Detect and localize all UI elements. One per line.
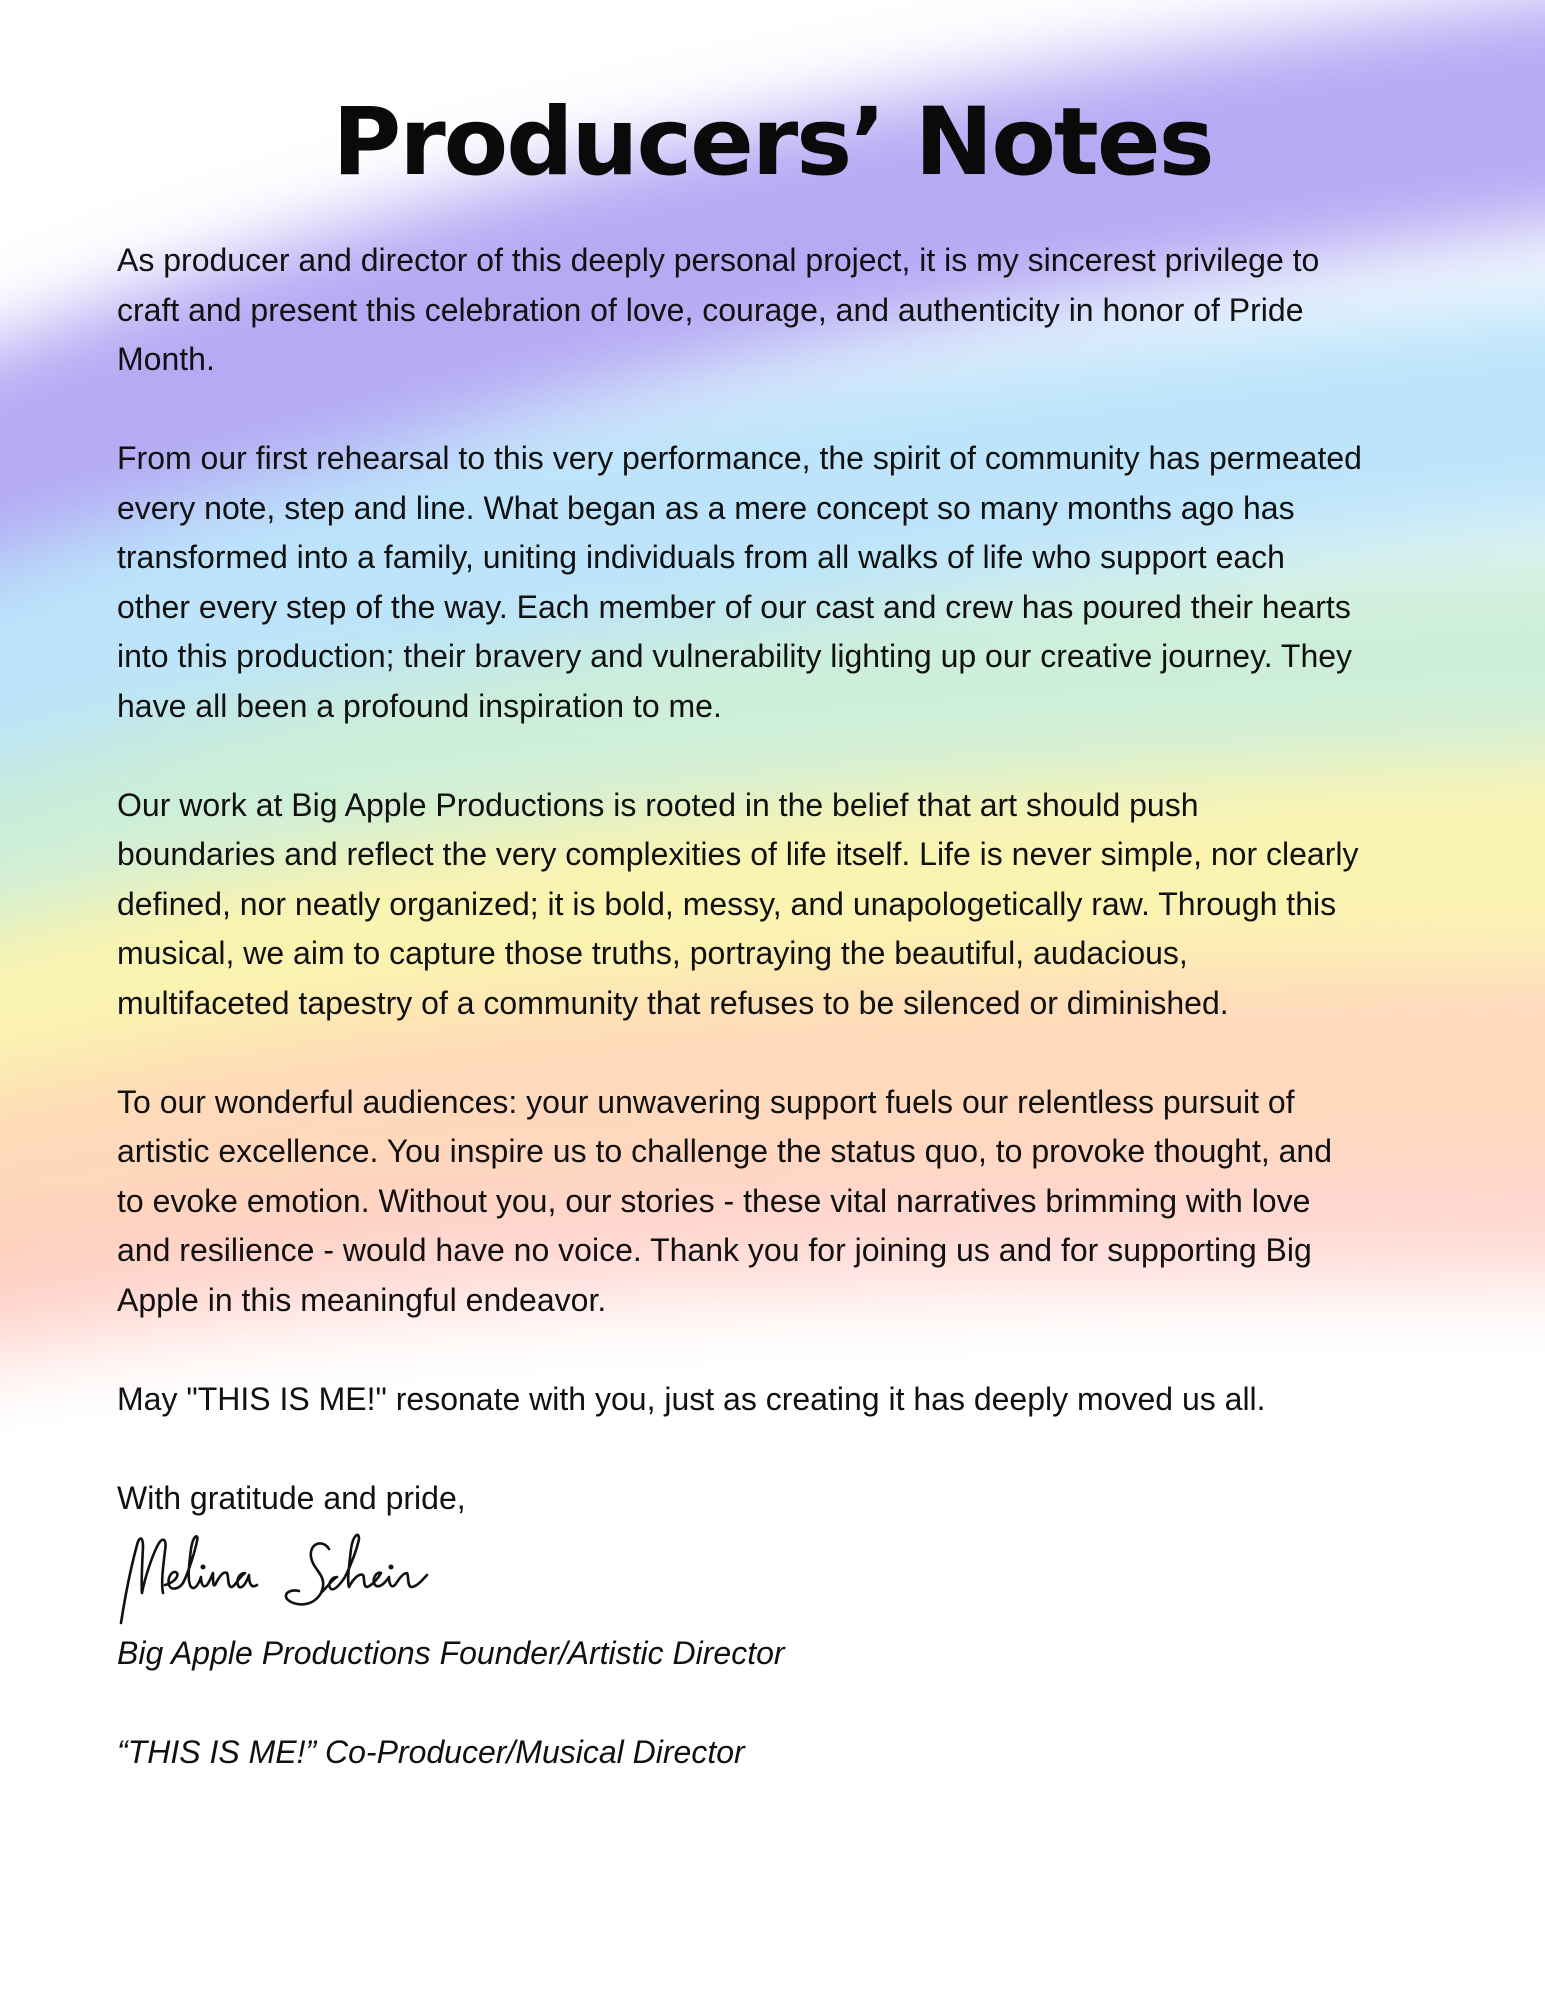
paragraph-community: From our first rehearsal to this very performance, the spirit of community has permeated every note, step and line. What began as a mere concept so many months ago has transformed into a family, uniting individuals from all walks of life who support each other every step of the way. Each member of our cast and crew has poured their hearts into this production; their bravery and vulnerability lighting up our creative journey. They have all been a profound inspiration to me.: [117, 440, 1362, 724]
paragraph-audiences: To our wonderful audiences: your unwavering support fuels our relentless pursuit of artistic excellence. You inspire us to challenge the status quo, to provoke thought, and to evoke emotion. Without you, our stories - these vital narratives brimming with love and resilience - would have no voice. Thank you for joining us and for supporting Big Apple in this meaningful endeavor.: [117, 1083, 1333, 1318]
closing-line: With gratitude and pride,: [117, 1479, 466, 1516]
letter-body: [117, 236, 1457, 1827]
signature: [115, 1527, 475, 1629]
page-title: Producers’ Notes: [332, 88, 1213, 197]
paragraph-resonate: May "THIS IS ME!" resonate with you, just as creating it has deeply moved us all.: [117, 1380, 1266, 1417]
signer-title-founder: Big Apple Productions Founder/Artistic Director: [117, 1635, 785, 1671]
signer-title-coproducer: “THIS IS ME!” Co-Producer/Musical Director: [117, 1734, 745, 1770]
paragraph-intro: As producer and director of this deeply personal project, it is my sincerest privilege to craft and present this celebration of love, courage, and authenticity in honor of Pride Month.: [117, 242, 1320, 377]
paragraph-mission: Our work at Big Apple Productions is rooted in the belief that art should push boundaries and reflect the very complexities of life itself. Life is never simple, nor clearly defined, nor neatly organized; it is bold, messy, and unapologetically raw. Through this musical, we aim to capture those truths, portraying the beautiful, audacious, multifaceted tapestry of a community that refuses to be silenced or diminished.: [117, 786, 1359, 1021]
